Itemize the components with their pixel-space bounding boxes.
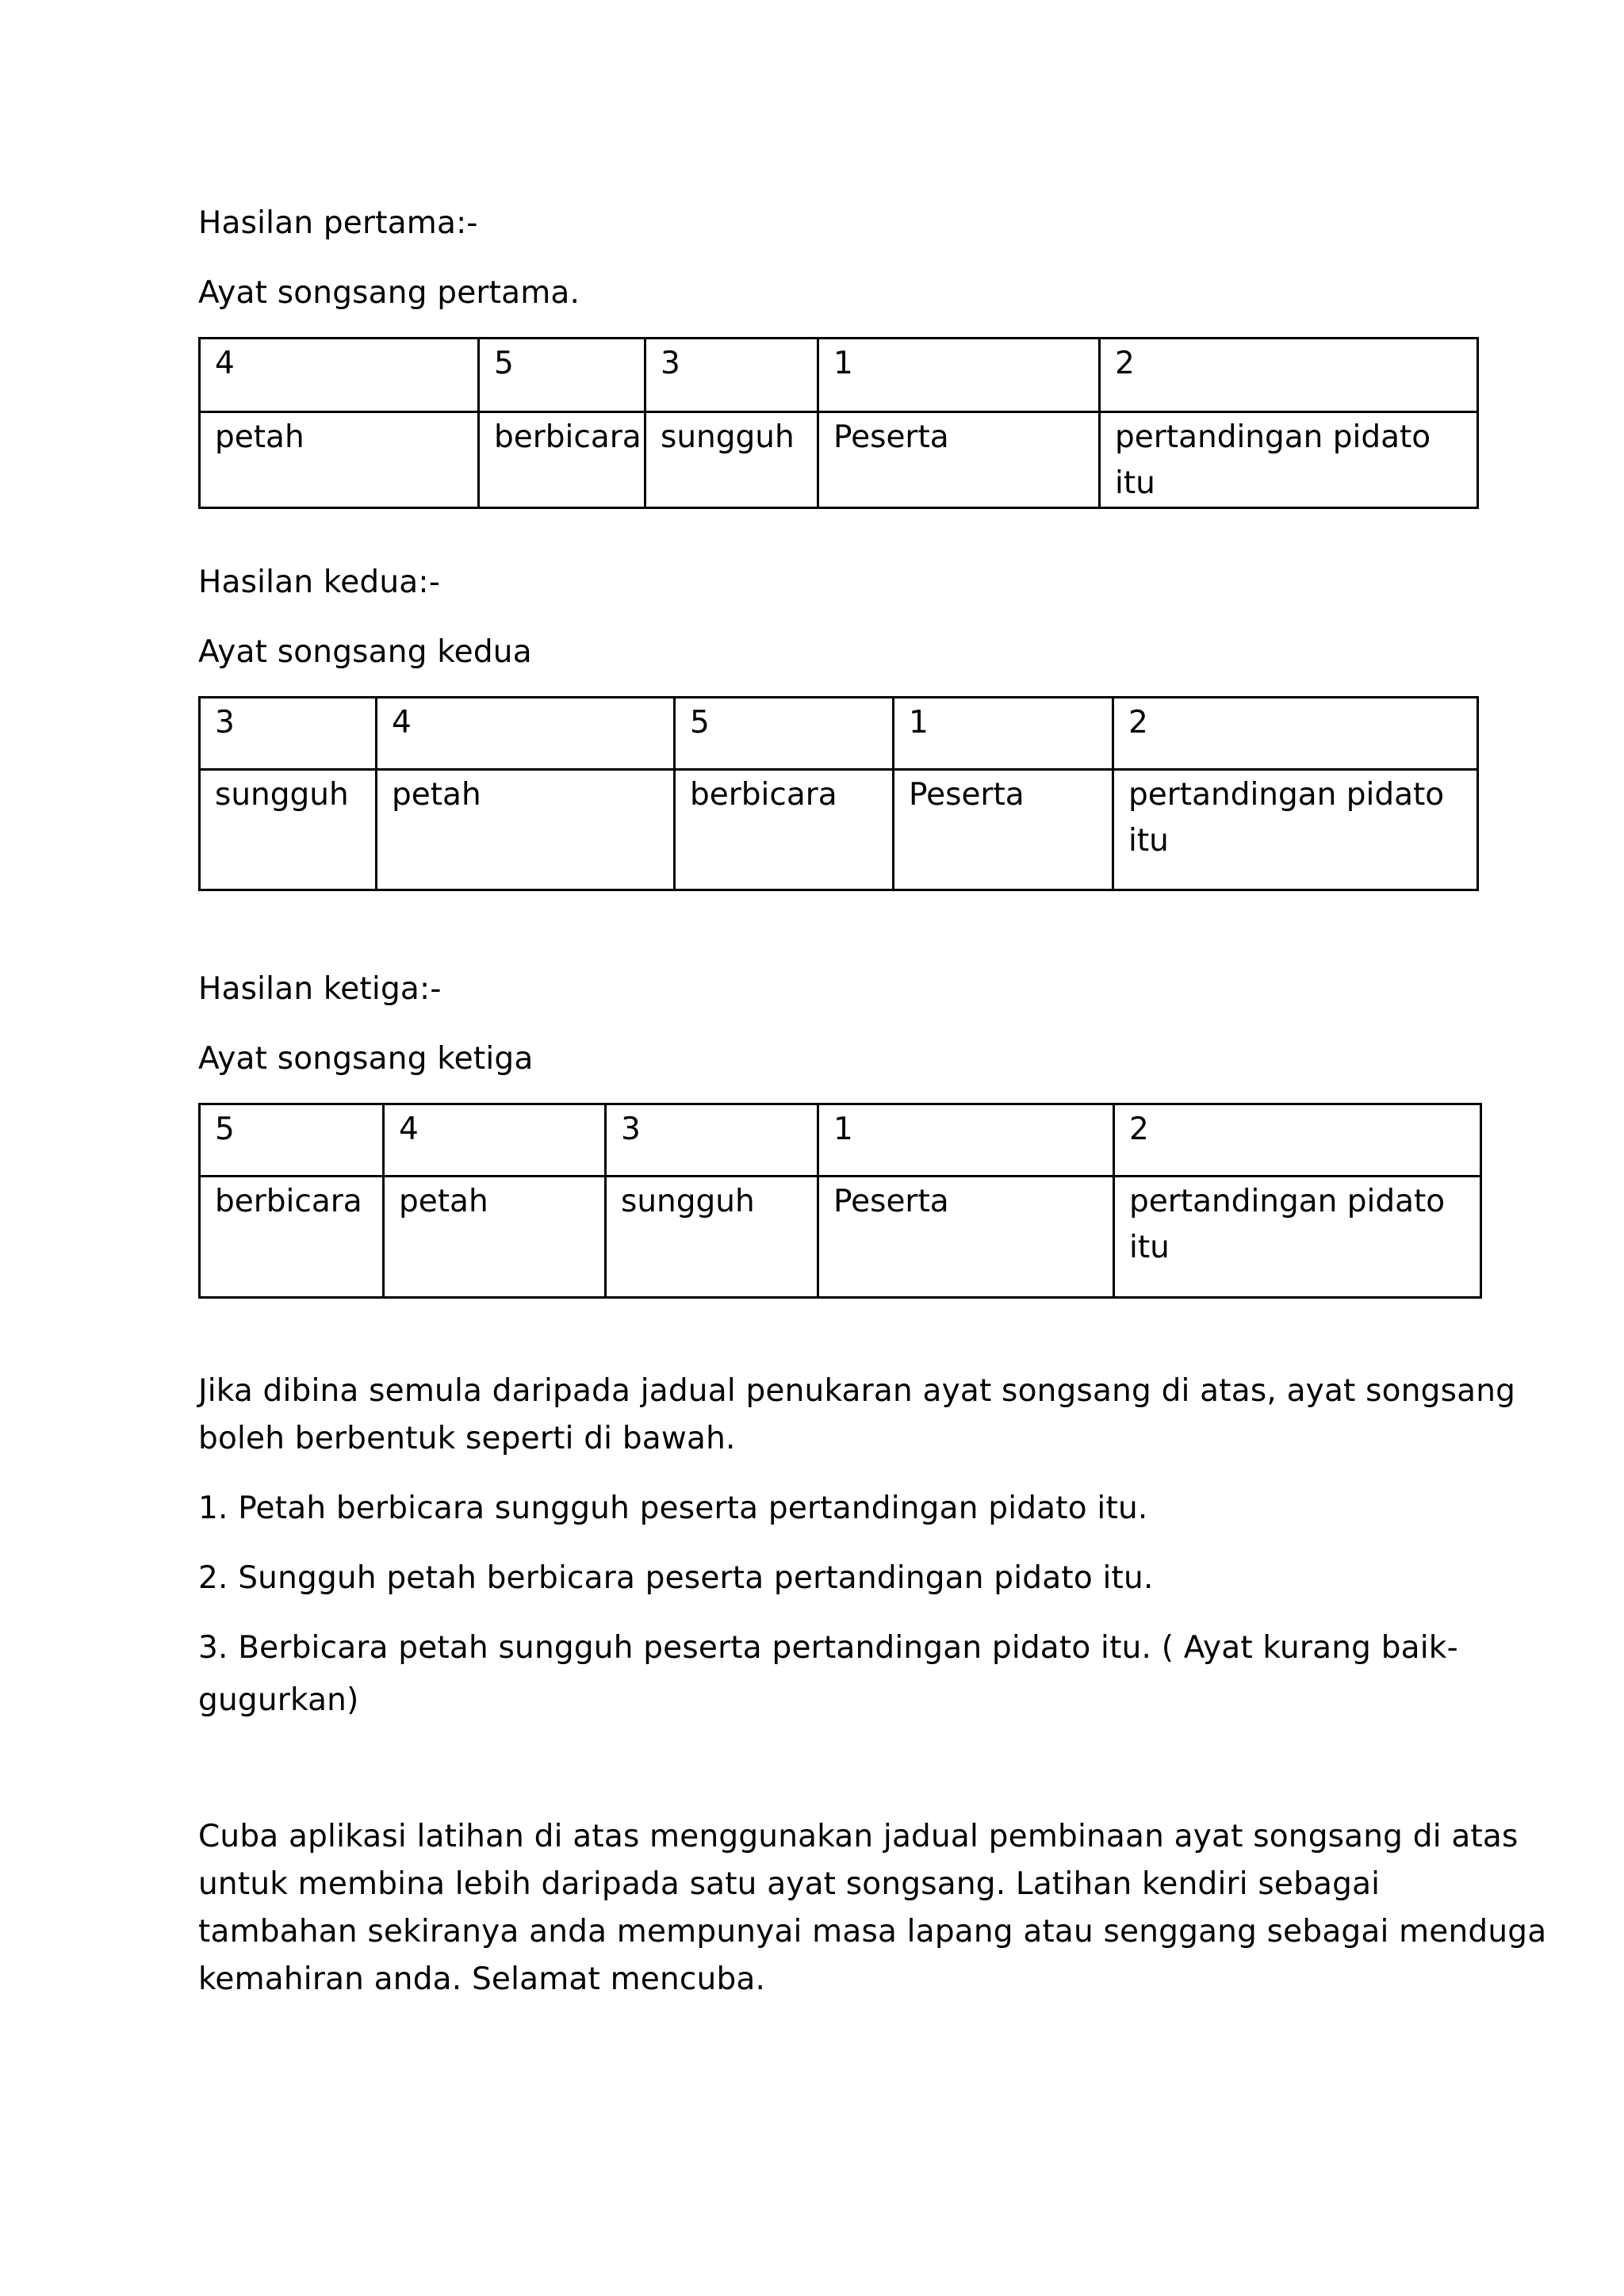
table-cell: petah [377, 770, 675, 890]
table-cell: 3 [645, 339, 818, 412]
table-row-numbers [200, 1104, 1481, 1177]
table-cell: 2 [1113, 698, 1478, 770]
inversion-table-3 [198, 1103, 1482, 1299]
table-cell: 1 [894, 698, 1113, 770]
table-row-numbers [200, 698, 1478, 770]
closing-line: tambahan sekiranya anda mempunyai masa lapang atau senggang sebagai menduga [198, 1914, 1547, 1950]
summary-intro-line-1: Jika dibina semula daripada jadual penukaran ayat songsang di atas, ayat songsang [198, 1373, 1516, 1409]
result-label-1: Hasilan pertama:- [198, 205, 478, 241]
table-cell: petah [384, 1177, 606, 1298]
table-cell: 5 [479, 339, 645, 412]
table-cell: pertandingan pidato itu [1113, 770, 1478, 890]
list-item: 2. Sungguh petah berbicara peserta pertandingan pidato itu. [198, 1560, 1154, 1596]
table-cell: berbicara [675, 770, 894, 890]
table-cell: 5 [675, 698, 894, 770]
table-cell: 4 [200, 339, 479, 412]
table-cell: sungguh [200, 770, 377, 890]
table-row-words [200, 770, 1478, 890]
list-item: 1. Petah berbicara sungguh peserta pertandingan pidato itu. [198, 1490, 1148, 1526]
sentence-label-3: Ayat songsang ketiga [198, 1041, 534, 1077]
result-label-2: Hasilan kedua:- [198, 564, 441, 600]
table-cell: 4 [384, 1104, 606, 1177]
table-cell: sungguh [645, 412, 818, 508]
table-cell: berbicara [479, 412, 645, 508]
table-cell: berbicara [200, 1177, 384, 1298]
closing-line: untuk membina lebih daripada satu ayat songsang. Latihan kendiri sebagai [198, 1866, 1381, 1902]
closing-line: kemahiran anda. Selamat mencuba. [198, 1961, 766, 1997]
table-cell: pertandingan pidato itu [1114, 1177, 1481, 1298]
table-cell: Peserta [894, 770, 1113, 890]
table-row-words [200, 412, 1478, 508]
table-cell: 3 [200, 698, 377, 770]
table-cell: 4 [377, 698, 675, 770]
table-cell: 3 [606, 1104, 818, 1177]
table-cell: Peserta [818, 1177, 1114, 1298]
table-cell: sungguh [606, 1177, 818, 1298]
summary-intro-line-2: boleh berbentuk seperti di bawah. [198, 1421, 736, 1456]
result-label-3: Hasilan ketiga:- [198, 971, 442, 1007]
table-cell: petah [200, 412, 479, 508]
inversion-table-1 [198, 337, 1479, 509]
table-cell: 2 [1114, 1104, 1481, 1177]
table-cell: 1 [818, 339, 1100, 412]
list-item-continuation: gugurkan) [198, 1682, 359, 1718]
sentence-label-2: Ayat songsang kedua [198, 634, 532, 670]
table-row-numbers [200, 339, 1478, 412]
table-cell: pertandingan pidato itu [1100, 412, 1478, 508]
table-cell: Peserta [818, 412, 1100, 508]
table-cell: 5 [200, 1104, 384, 1177]
closing-line: Cuba aplikasi latihan di atas menggunakan jadual pembinaan ayat songsang di atas [198, 1819, 1519, 1854]
inversion-table-2 [198, 696, 1479, 891]
list-item: 3. Berbicara petah sungguh peserta pertandingan pidato itu. ( Ayat kurang baik- [198, 1630, 1458, 1666]
sentence-label-1: Ayat songsang pertama. [198, 275, 580, 311]
table-cell: 1 [818, 1104, 1114, 1177]
table-cell: 2 [1100, 339, 1478, 412]
table-row-words [200, 1177, 1481, 1298]
